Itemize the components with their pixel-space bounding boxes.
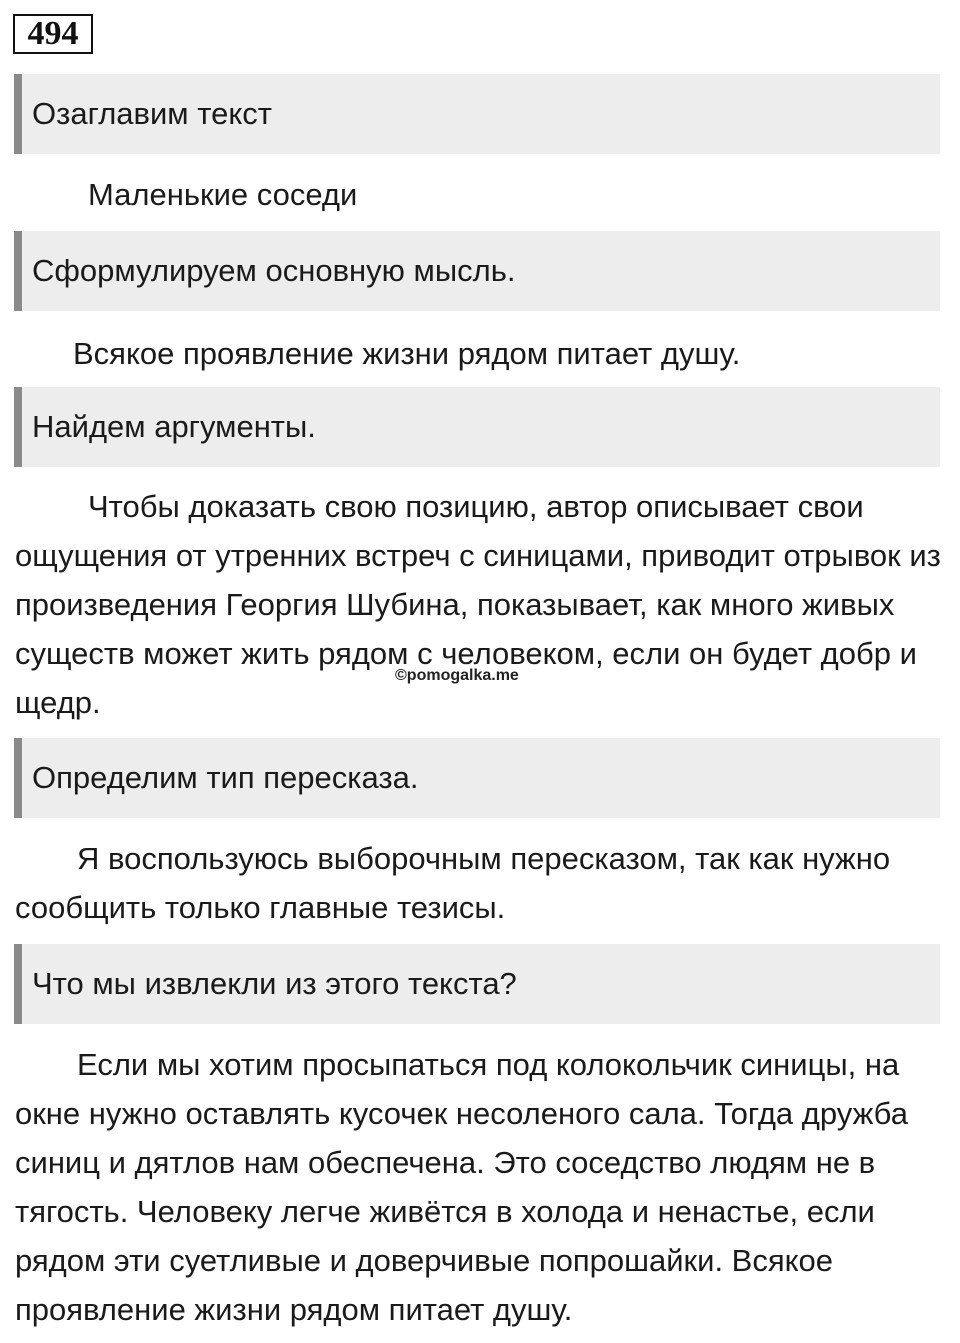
answer-title: Маленькие соседи: [88, 177, 358, 212]
section-heading-arguments: Найдем аргументы.: [14, 387, 940, 467]
section-heading-takeaway: Что мы извлекли из этого текста?: [14, 944, 940, 1024]
answer-retelling-type: Я воспользуюсь выборочным пересказом, так как нужно сообщить только главные тезисы.: [15, 841, 891, 925]
exercise-number: 494: [13, 14, 93, 54]
section-heading-title: Озаглавим текст: [14, 74, 940, 154]
answer-main-idea: Всякое проявление жизни рядом питает душу.: [73, 336, 741, 371]
section-heading-main-idea: Сформулируем основную мысль.: [14, 231, 940, 311]
watermark: ©pomogalka.me: [395, 667, 519, 684]
answer-takeaway: Если мы хотим просыпаться под колокольчик синицы, на окне нужно оставлять кусочек несоленого сала. Тогда дружба синиц и дятлов нам обеспечена. Это соседство людям не в тягость. Человеку легче живётся в холода и ненастье, если рядом эти суетливые и доверчивые попрошайки. Всякое проявление жизни рядом питает душу.: [15, 1047, 908, 1327]
section-heading-retelling-type: Определим тип пересказа.: [14, 738, 940, 818]
answer-arguments: Чтобы доказать свою позицию, автор описывает свои ощущения от утренних встреч с синицами, приводит отрывок из произведения Георгия Шубина, показывает, как много живых существ может жить рядом с человеком, если он будет добр и щедр.: [15, 489, 941, 720]
